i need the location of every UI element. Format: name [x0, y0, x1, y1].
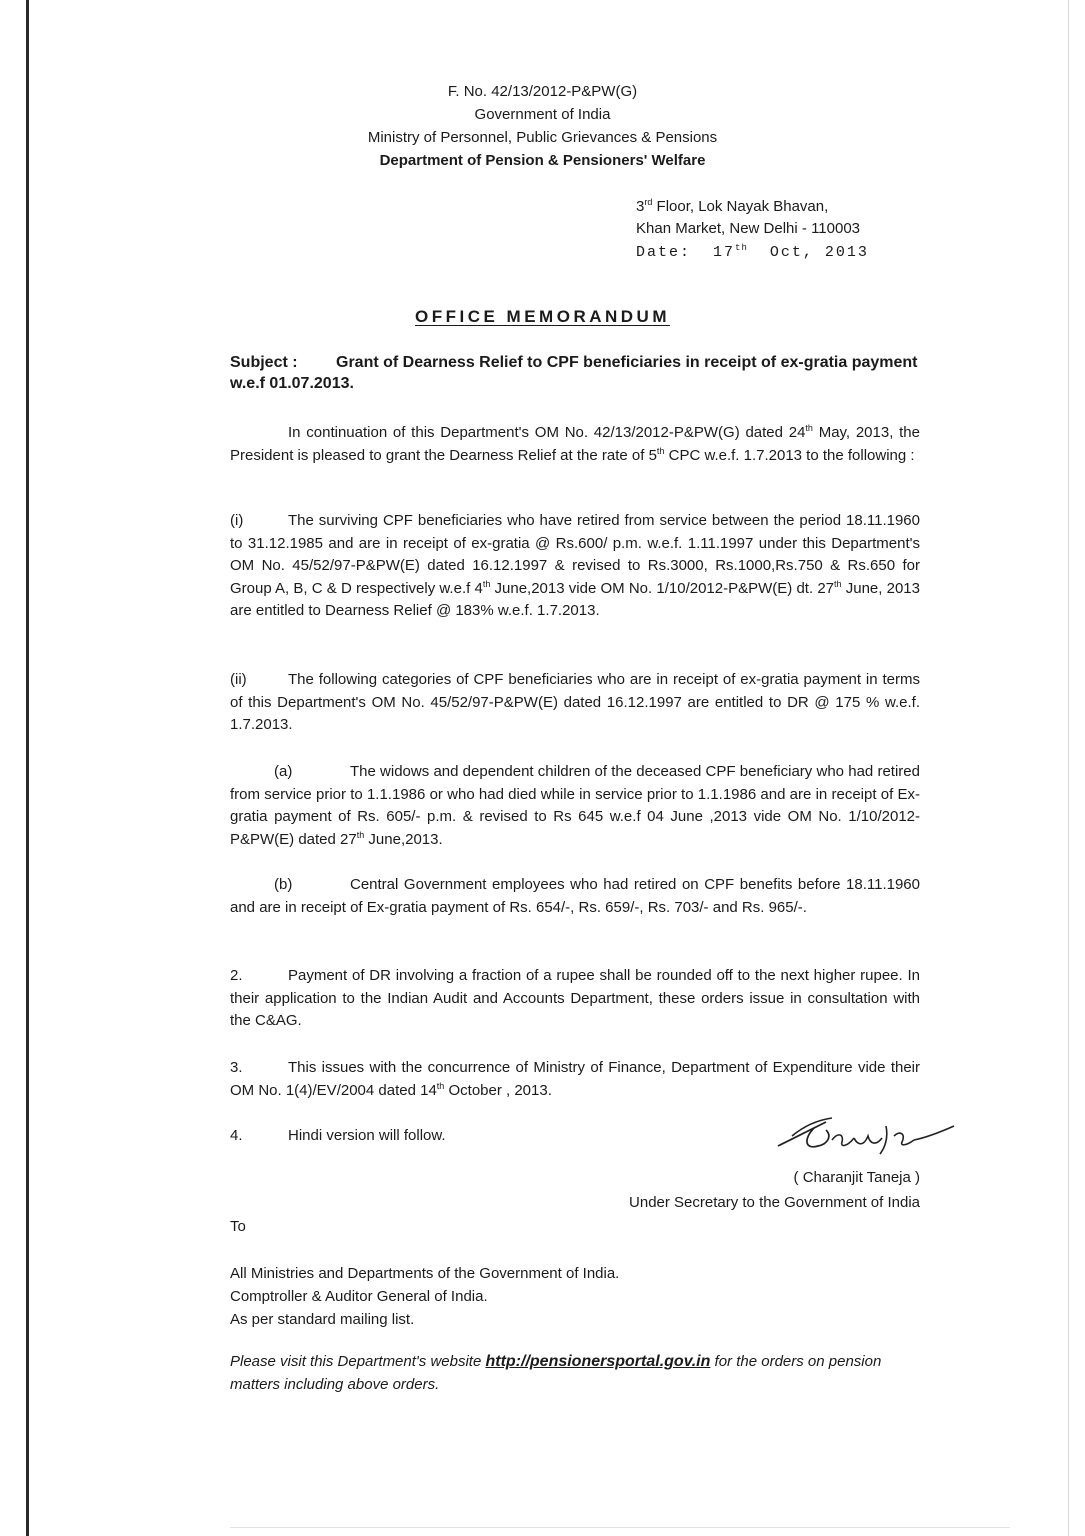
- address-line-1: 3rd Floor, Lok Nayak Bhavan,: [636, 197, 829, 215]
- website-note: Please visit this Department's website http://pensionersportal.gov.in for the orders on pension matters including above orders.: [230, 1353, 882, 1393]
- scan-border-left: [26, 0, 29, 1536]
- paragraph-a: (a) The widows and dependent children of the deceased CPF beneficiary who had retired from service prior to 1.1.1986 or who had died while in service prior to 1.1.1986 and are in receipt of Ex-gratia payment of Rs. 605/- p.m. & revised to Rs 645 w.e.f 04 June ,2013 vide OM No. 1/10/2012-P&PW(E) dated 27th June,2013.: [230, 763, 920, 848]
- handwritten-signature: [774, 1116, 964, 1160]
- file-number: F. No. 42/13/2012-P&PW(G): [447, 83, 638, 100]
- subject-text: Grant of Dearness Relief to CPF beneficiaries in receipt of ex-gratia payment w.e.f 01.07.2013.: [230, 354, 918, 392]
- memo-date: Date: 17th Oct, 2013: [636, 243, 869, 261]
- recipient-2: Comptroller & Auditor General of India.: [230, 1288, 488, 1305]
- scan-border-right: [1068, 0, 1069, 1536]
- paragraph-ii: (ii) The following categories of CPF beneficiaries who are in receipt of ex-gratia payment in terms of this Department's OM No. 45/52/97-P&PW(E) dated 16.12.1997 are entitled to DR @ 175 % w.e.f. 1.7.2013.: [230, 671, 920, 733]
- ministry-name: Ministry of Personnel, Public Grievances & Pensions: [367, 129, 718, 146]
- to-label: To: [230, 1218, 246, 1235]
- paragraph-i: (i) The surviving CPF beneficiaries who have retired from service between the period 18.11.1960 to 31.12.1985 and are in receipt of ex-gratia @ Rs.600/ p.m. w.e.f. 1.11.1997 under this Department's OM No. 45/52/97-P&PW(E) dated 16.12.1997 & revised to Rs.3000, Rs.1000,Rs.750 & Rs.650 for Group A, B, C & D respectively w.e.f 4th June,2013 vide OM No. 1/10/2012-P&PW(E) dt. 27th June, 2013 are entitled to Dearness Relief @ 183% w.e.f. 1.7.2013.: [230, 512, 920, 619]
- signatory-designation: Under Secretary to the Government of India: [629, 1194, 920, 1211]
- paragraph-2: 2. Payment of DR involving a fraction of a rupee shall be rounded off to the next higher rupee. In their application to the Indian Audit and Accounts Department, these orders issue in consultation with the C&AG.: [230, 967, 920, 1029]
- recipient-3: As per standard mailing list.: [230, 1311, 415, 1328]
- memo-title: OFFICE MEMORANDUM: [415, 307, 670, 326]
- paragraph-3: 3. This issues with the concurrence of Ministry of Finance, Department of Expenditure vide their OM No. 1(4)/EV/2004 dated 14th October , 2013.: [230, 1059, 920, 1099]
- recipient-1: All Ministries and Departments of the Government of India.: [230, 1265, 620, 1282]
- address-line-2: Khan Market, New Delhi - 110003: [636, 220, 861, 237]
- subject: [230, 352, 920, 394]
- paragraph-b: (b) Central Government employees who had retired on CPF benefits before 18.11.1960 and are in receipt of Ex-gratia payment of Rs. 654/-, Rs. 659/-, Rs. 703/- and Rs. 965/-.: [230, 876, 920, 916]
- scan-border-bottom: [230, 1527, 1010, 1528]
- subject-label: Subject :: [230, 354, 298, 371]
- intro-paragraph: In continuation of this Department's OM No. 42/13/2012-P&PW(G) dated 24th May, 2013, the President is pleased to grant the Dearness Relief at the rate of 5th CPC w.e.f. 1.7.2013 to the following :: [230, 423, 920, 464]
- signatory-name: ( Charanjit Taneja ): [793, 1169, 920, 1186]
- government-name: Government of India: [474, 106, 611, 123]
- website-link[interactable]: http://pensionersportal.gov.in: [485, 1353, 711, 1370]
- department-name: Department of Pension & Pensioners' Welfare: [379, 152, 706, 169]
- paragraph-4: 4. Hindi version will follow.: [230, 1127, 446, 1144]
